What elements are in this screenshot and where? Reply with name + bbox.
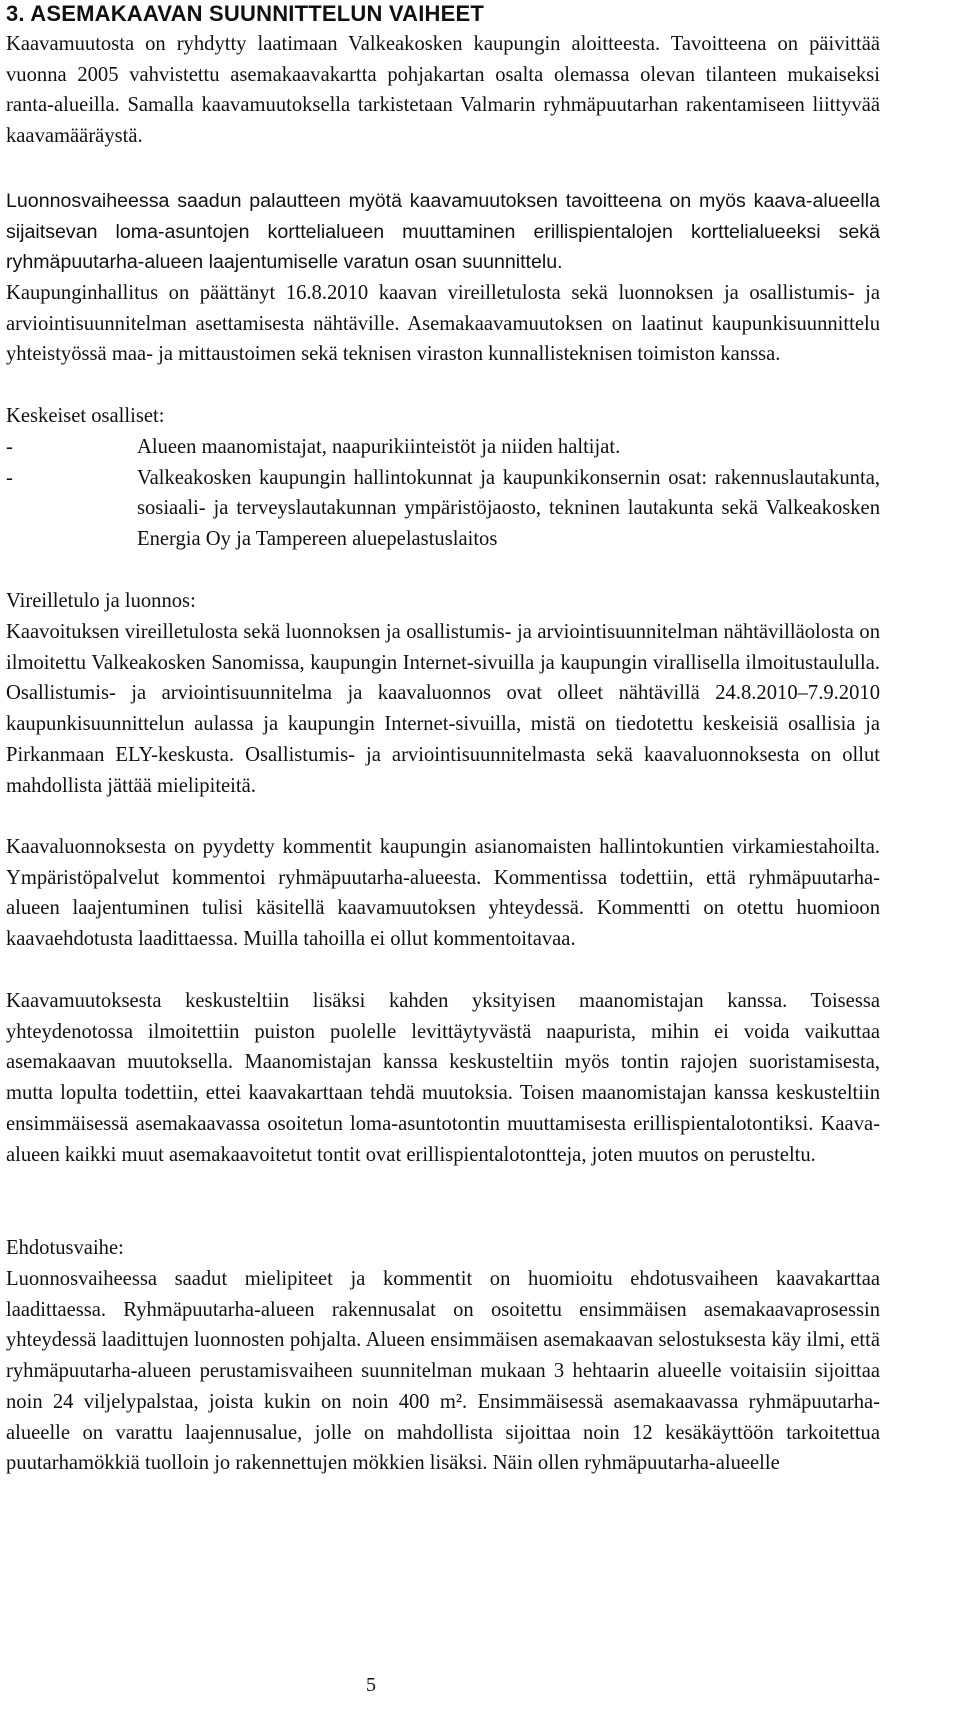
list-item <box>6 463 880 555</box>
stakeholders-list <box>6 432 880 555</box>
paragraph-intro: Kaavamuutosta on ryhdytty laatimaan Valkeakosken kaupungin aloitteesta. Tavoitteena on päivittää vuonna 2005 vahvistettu asemakaavakartta pohjakartan osalta olemassa olevan tilanteen mukaiseksi ranta-alueilla. Samalla kaavamuutoksella tarkistetaan Valmarin ryhmäpuutarhan rakentamiseen liittyvää kaavamääräystä. <box>6 33 880 148</box>
paragraph-proposal: Luonnosvaiheessa saadut mielipiteet ja kommentit on huomioitu ehdotusvaiheen kaavakarttaa laadittaessa. Ryhmäpuutarha-alueen rakennusalat on osoitettu ensimmäisen asemakaavaprosessin yhteydessä laadittujen luonnosten pohjalta. Alueen ensimmäisen asemakaavan selostuksesta käy ilmi, että ryhmäpuutarha-alueen perustamisvaiheen suunnitelman mukaan 3 hehtaarin alueelle voitaisiin sijoittaa noin 24 viljelypalstaa, joista kukin on noin 400 m². Ensimmäisessä asemakaavassa ryhmäpuutarha-alueelle on varattu laajennusalue, jolle on mahdollista sijoittaa noin 12 kesäkäyttöön tarkoitettua puutarhamökkiä tuolloin jo rakennettujen mökkien lisäksi. Näin ollen ryhmäpuutarha-alueelle <box>6 1268 880 1475</box>
list-marker: - <box>6 466 13 489</box>
paragraph-landowners: Kaavamuutoksesta keskusteltiin lisäksi kahden yksityisen maanomistajan kanssa. Toisessa yhteydenotossa ilmoitettiin puiston puolelle levittäytyvästä naapurista, mihin ei voida vaikuttaa asemakaavan muutoksella. Maanomistajan kanssa keskusteltiin myös tontin rajojen suoristamisesta, mutta lopulta todettiin, ettei kaavakarttaan tehdä muutoksia. Toisen maanomistajan kanssa keskusteltiin ensimmäisessä asemakaavassa osoitetun loma-asuntotontin muuttamisesta erillispientalotontiksi. Kaava-alueen kaikki muut asemakaavoitetut tontit ovat erillispientalotontteja, joten muutos on perusteltu. <box>6 990 880 1166</box>
paragraph-comments: Kaavaluonnoksesta on pyydetty kommentit kaupungin asianomaisten hallintokuntien virkamiestahoilta. Ympäristöpalvelut kommentoi ryhmäpuutarha-alueesta. Kommentissa todettiin, että ryhmäpuutarha-alueen laajentuminen tulisi käsitellä kaavamuutoksen yhteydessä. Kommentti on otettu huomioon kaavaehdotusta laadittaessa. Muilla tahoilla ei ollut kommentoitavaa. <box>6 836 880 951</box>
section-heading: 3. ASEMAKAAVAN SUUNNITTELUN VAIHEET <box>6 1 484 26</box>
list-item <box>6 432 880 463</box>
list-item-text: Valkeakosken kaupungin hallintokunnat ja kaupunkikonsernin osat: rakennuslautakunta, sosiaali- ja terveyslautakunnan ympäristöjaosto, tekninen lautakunta sekä Valkeakosken Energia Oy ja Tampereen aluepelastuslaitos <box>137 466 880 551</box>
stakeholders-title: Keskeiset osalliset: <box>6 405 165 427</box>
list-marker: - <box>6 436 13 458</box>
paragraph-draft-feedback: Luonnosvaiheessa saadun palautteen myötä kaavamuutoksen tavoitteena on myös kaava-alueella sijaitsevan loma-asuntojen korttelialueen muuttaminen erillispientalojen korttelialueeksi sekä ryhmäpuutarha-alueen laajentumiselle varatun osan suunnittelu. <box>6 190 880 274</box>
list-item-text: Alueen maanomistajat, naapurikiinteistöt ja niiden haltijat. <box>137 436 621 458</box>
proposal-title: Ehdotusvaihe: <box>6 1237 124 1259</box>
page-number: 5 <box>366 1674 376 1696</box>
paragraph-initiation: Kaavoituksen vireilletulosta sekä luonnoksen ja osallistumis- ja arviointisuunnitelman nähtävilläolosta on ilmoitettu Valkeakosken Sanomissa, kaupungin Internet-sivuilla ja kaupungin virallisella ilmoitustaululla. Osallistumis- ja arviointisuunnitelma ja kaavaluonnos ovat olleet nähtävillä 24.8.2010–7.9.2010 kaupunkisuunnittelun aulassa ja kaupungin Internet-sivuilla, mistä on tiedotettu keskeisiä osallisia ja Pirkanmaan ELY-keskusta. Osallistumis- ja arviointisuunnitelmasta sekä kaavaluonnoksesta on ollut mahdollista jättää mielipiteitä. <box>6 621 880 797</box>
paragraph-city-board: Kaupunginhallitus on päättänyt 16.8.2010 kaavan vireilletulosta sekä luonnoksen ja osallistumis- ja arviointisuunnitelman asettamisesta nähtäville. Asemakaavamuutoksen on laatinut kaupunkisuunnittelu yhteistyössä maa- ja mittaustoimen sekä teknisen viraston kunnallisteknisen toimiston kanssa. <box>6 282 880 366</box>
initiation-title: Vireilletulo ja luonnos: <box>6 590 196 612</box>
